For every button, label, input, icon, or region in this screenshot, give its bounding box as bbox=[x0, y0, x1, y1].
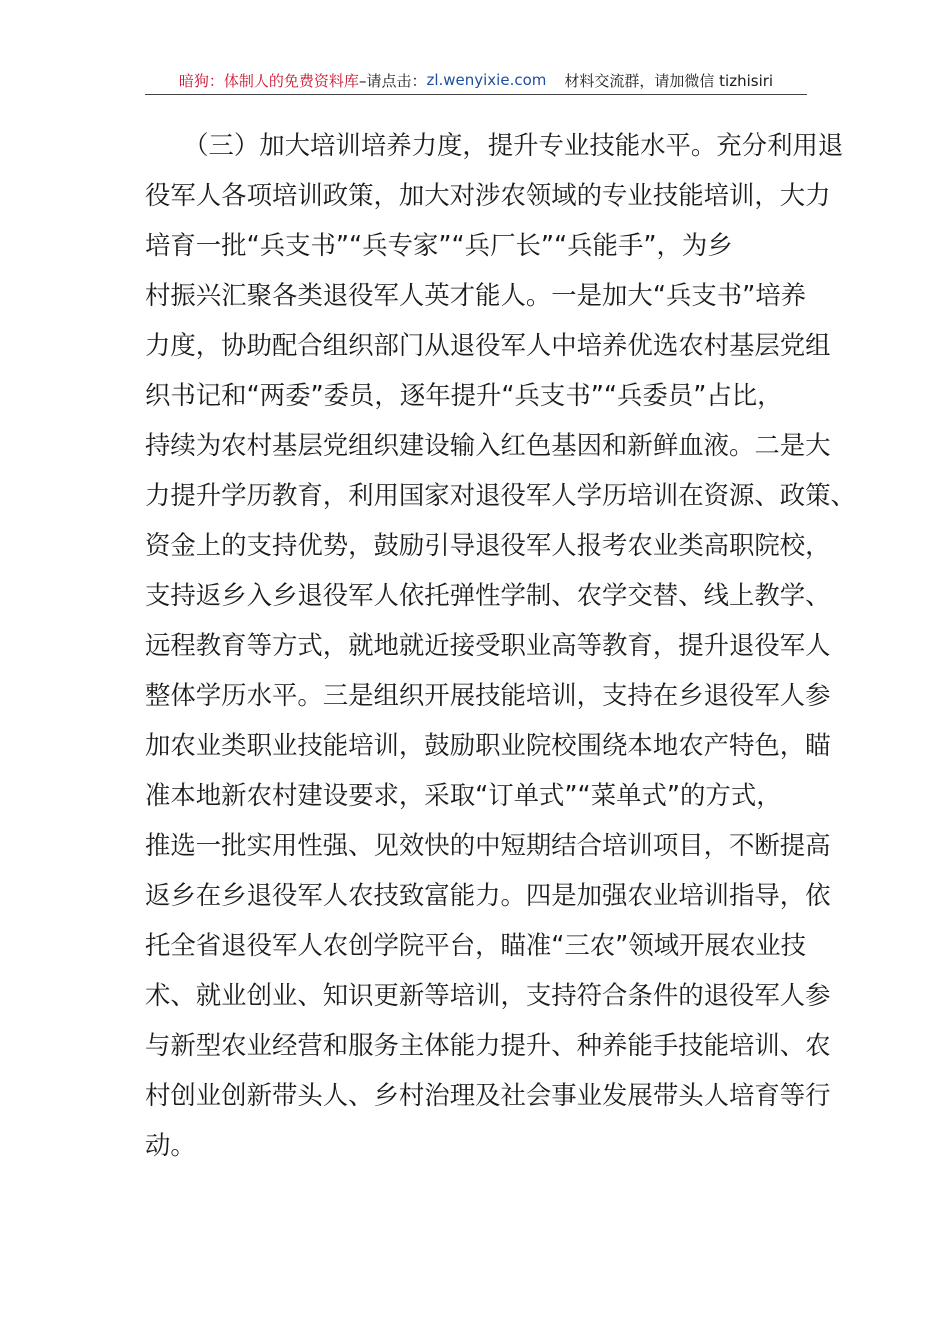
body-line: 持续为农村基层党组织建设输入红色基因和新鲜血液。二是大 bbox=[145, 430, 831, 460]
body-line: 力度，协助配合组织部门从退役军人中培养优选农村基层党组 bbox=[145, 330, 831, 360]
body-line: 远程教育等方式，就地就近接受职业高等教育，提升退役军人 bbox=[145, 630, 831, 660]
body-line: 村创业创新带头人、乡村治理及社会事业发展带头人培育等行 bbox=[145, 1080, 831, 1110]
body-line: 术、就业创业、知识更新等培训，支持符合条件的退役军人参 bbox=[145, 980, 831, 1010]
body-line: 培育一批“兵支书”“兵专家”“兵厂长”“兵能手”，为乡 bbox=[145, 230, 733, 260]
body-line: 返乡在乡退役军人农技致富能力。四是加强农业培训指导，依 bbox=[145, 880, 831, 910]
header-brand: 暗狗：体制人的免费资料库 bbox=[178, 71, 359, 90]
body-line: 与新型农业经营和服务主体能力提升、种养能手技能培训、农 bbox=[145, 1030, 831, 1060]
body-line: 支持返乡入乡退役军人依托弹性学制、农学交替、线上教学、 bbox=[145, 580, 831, 610]
page-header bbox=[145, 66, 807, 95]
body-line: 村振兴汇聚各类退役军人英才能人。一是加大“兵支书”培养 bbox=[145, 280, 807, 310]
header-prompt: –请点击： bbox=[358, 71, 427, 90]
header-wechat-group: 材料交流群，请加微信 tizhisiri bbox=[564, 71, 774, 90]
body-line: 资金上的支持优势，鼓励引导退役军人报考农业类高职院校， bbox=[145, 530, 831, 560]
body-line: 托全省退役军人农创学院平台，瞄准“三农”领域开展农业技 bbox=[145, 930, 807, 960]
body-line: 动。 bbox=[145, 1130, 196, 1160]
body-line: 加农业类职业技能培训，鼓励职业院校围绕本地农产特色，瞄 bbox=[145, 730, 831, 760]
body-line: 织书记和“两委”委员，逐年提升“兵支书”“兵委员”占比， bbox=[145, 380, 783, 410]
body-line: 准本地新农村建设要求，采取“订单式”“菜单式”的方式， bbox=[145, 780, 782, 810]
body-line: 力提升学历教育，利用国家对退役军人学历培训在资源、政策、 bbox=[145, 480, 856, 510]
body-line: （三）加大培训培养力度，提升专业技能水平。充分利用退 bbox=[145, 130, 844, 160]
body-line: 役军人各项培训政策，加大对涉农领域的专业技能培训，大力 bbox=[145, 180, 831, 210]
body-line: 推选一批实用性强、见效快的中短期结合培训项目，不断提高 bbox=[145, 830, 831, 860]
document-body bbox=[145, 120, 856, 1170]
body-line: 整体学历水平。三是组织开展技能培训，支持在乡退役军人参 bbox=[145, 680, 831, 710]
header-site-link[interactable]: zl.wenyixie.com bbox=[426, 71, 547, 89]
